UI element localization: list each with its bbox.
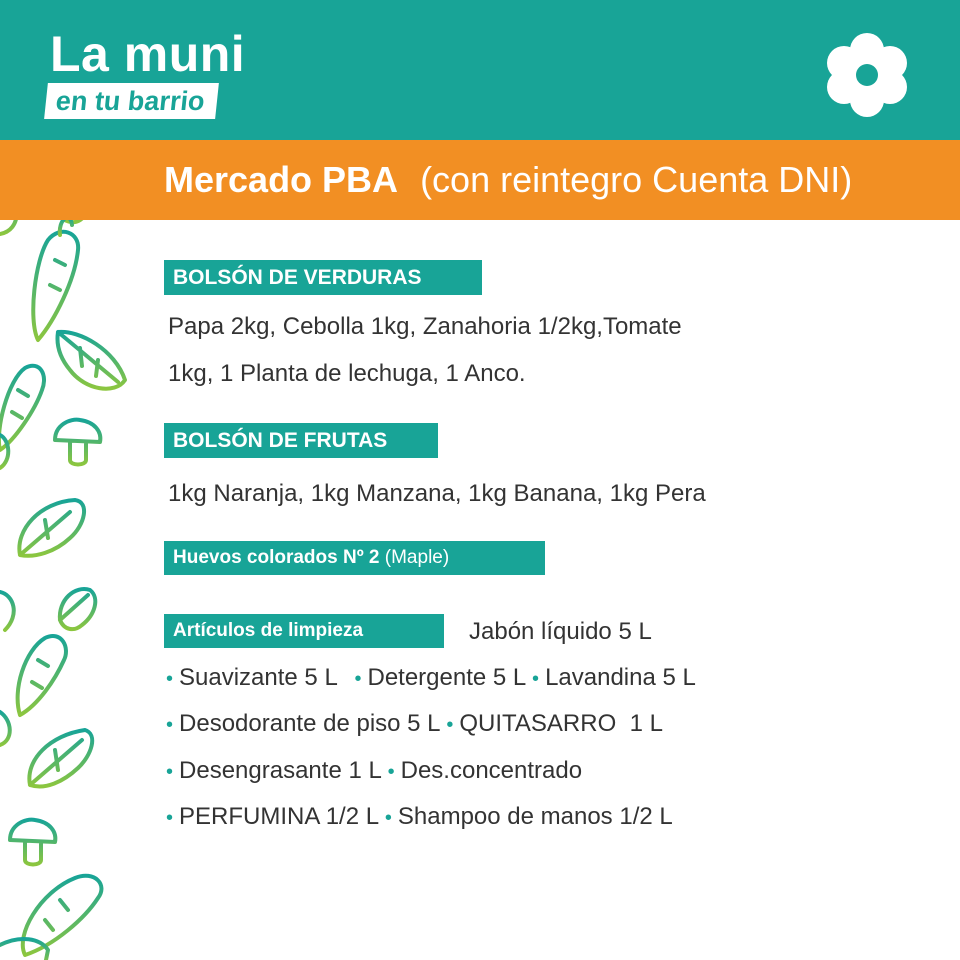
logo-title: La muni bbox=[50, 26, 246, 82]
limpieza-row-1 bbox=[166, 662, 696, 695]
list-item: Lavandina 5 L bbox=[545, 664, 696, 691]
leaf-icon bbox=[29, 730, 92, 786]
limpieza-row-2 bbox=[166, 708, 663, 741]
limpieza-first-item: Jabón líquido 5 L bbox=[469, 618, 652, 645]
bullet-icon: • bbox=[166, 807, 174, 829]
list-item: QUITASARRO 1 L bbox=[459, 710, 663, 737]
list-item: PERFUMINA 1/2 L bbox=[179, 803, 379, 830]
list-item: Des.concentrado bbox=[400, 757, 583, 784]
list-item: Desodorante de piso 5 L bbox=[179, 710, 440, 737]
logo-subtitle: en tu barrio bbox=[44, 83, 218, 119]
list-item: Detergente 5 L bbox=[367, 664, 526, 691]
verduras-heading: BOLSÓN DE VERDURAS bbox=[164, 260, 482, 295]
list-item: Suavizante 5 L bbox=[179, 664, 338, 691]
leaf-icon bbox=[19, 500, 84, 556]
bullet-icon: • bbox=[166, 668, 174, 690]
mushroom-icon bbox=[55, 420, 100, 465]
list-item: Desengrasante 1 L bbox=[179, 757, 381, 784]
huevos-heading-bold: Huevos colorados Nº 2 bbox=[173, 547, 380, 568]
carrot-icon bbox=[23, 876, 102, 955]
carrot-icon bbox=[18, 636, 66, 715]
huevos-heading-light: (Maple) bbox=[384, 547, 450, 568]
bullet-icon: • bbox=[166, 714, 174, 736]
header-bar bbox=[0, 0, 960, 140]
market-title-rest: (con reintegro Cuenta DNI) bbox=[420, 159, 853, 200]
market-title-bold: Mercado PBA bbox=[164, 159, 399, 200]
carrot-icon bbox=[33, 232, 78, 340]
bullet-icon: • bbox=[532, 668, 540, 690]
list-item: Shampoo de manos 1/2 L bbox=[397, 803, 673, 830]
bullet-icon: • bbox=[384, 807, 392, 829]
mushroom-icon bbox=[10, 820, 55, 865]
frutas-line-1: 1kg Naranja, 1kg Manzana, 1kg Banana, 1kg Pera bbox=[168, 480, 706, 507]
limpieza-heading: Artículos de limpieza bbox=[164, 614, 444, 648]
bullet-icon: • bbox=[354, 668, 362, 690]
market-title bbox=[164, 140, 852, 220]
leaf-icon bbox=[58, 332, 126, 389]
huevos-heading bbox=[164, 541, 545, 575]
leaf-icon bbox=[60, 589, 95, 629]
bullet-icon: • bbox=[387, 761, 395, 783]
vegetables-decoration bbox=[0, 220, 140, 960]
bullet-icon: • bbox=[446, 714, 454, 736]
frutas-heading: BOLSÓN DE FRUTAS bbox=[164, 423, 438, 458]
flower-icon bbox=[826, 33, 908, 117]
carrot-icon bbox=[0, 366, 44, 450]
limpieza-row-4 bbox=[166, 801, 673, 834]
circle-icon bbox=[0, 220, 17, 234]
limpieza-row-3 bbox=[166, 755, 582, 788]
verduras-line-2: 1kg, 1 Planta de lechuga, 1 Anco. bbox=[168, 360, 526, 387]
bullet-icon: • bbox=[166, 761, 174, 783]
verduras-line-1: Papa 2kg, Cebolla 1kg, Zanahoria 1/2kg,Tomate bbox=[168, 313, 682, 340]
